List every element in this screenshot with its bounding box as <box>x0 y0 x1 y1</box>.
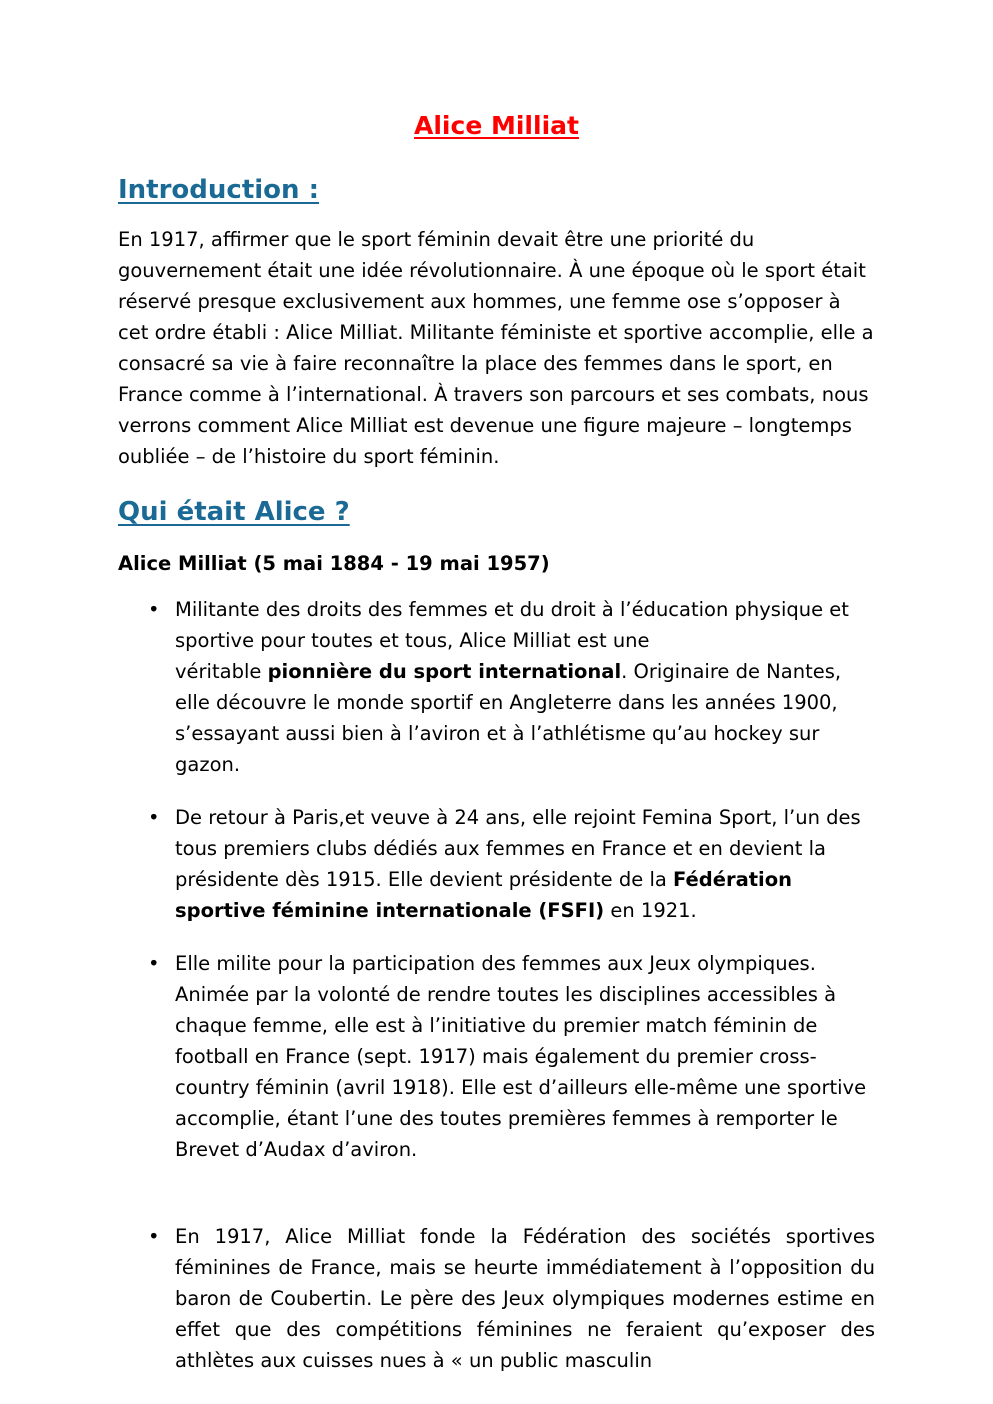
bullet-marker-icon: • <box>148 952 160 976</box>
page-title <box>118 0 875 141</box>
list-item <box>118 1221 875 1376</box>
list-item <box>118 802 875 926</box>
alice-milliat-dates: Alice Milliat (5 mai 1884 - 19 mai 1957) <box>118 552 550 576</box>
bullet-text-bold: pionnière du sport international <box>267 660 622 684</box>
bullet-text-part1: De retour à Paris,et veuve à 24 ans, elle rejoint Femina Sport, l’un des tous premiers clubs dédiés aux femmes en France et en devient la présidente dès 1915. Elle devient présidente de la <box>175 806 861 892</box>
bullet-text-bold: Fédération sportive féminine internationale (FSFI) <box>175 868 793 923</box>
section-heading-introduction <box>118 141 875 206</box>
bullet-marker-icon: • <box>148 1225 160 1249</box>
biography-bullet-list <box>118 578 875 1376</box>
bullet-text-part1: Elle milite pour la participation des femmes aux Jeux olympiques. Animée par la volonté de rendre toutes les disciplines accessibles à chaque femme, elle est à l’initiative du premier match féminin de football en France (sept. 1917) mais également du premier cross-country féminin (avril 1918). Elle est d’ailleurs elle-même une sportive accomplie, étant l’une des toutes premières femmes à remporter le Brevet d’Audax d’aviron. <box>175 952 867 1162</box>
bullet-marker-icon: • <box>148 806 160 830</box>
bullet-text-part1: Militante des droits des femmes et du droit à l’éducation physique et sportive pour toutes et tous, Alice Milliat est une <box>175 598 849 653</box>
bullet-text-part3: . Originaire de Nantes, elle découvre le monde sportif en Angleterre dans les années 1900, s’essayant aussi bien à l’aviron et à l’athlétisme qu’au hockey sur gazon. <box>175 660 842 777</box>
list-item <box>118 594 875 780</box>
bullet-text-part3: en 1921. <box>604 899 697 923</box>
section-heading-qui-etait-alice <box>118 472 875 528</box>
section-heading-qui-etait-alice-text: Qui était Alice ? <box>118 496 350 527</box>
document-content <box>118 0 875 1376</box>
bullet-text-part2: véritable <box>175 660 268 684</box>
section-heading-introduction-text: Introduction : <box>118 174 319 205</box>
introduction-paragraph: En 1917, affirmer que le sport féminin devait être une priorité du gouvernement était une idée révolutionnaire. À une époque où le sport était réservé presque exclusivement aux hommes, une femme ose s’opposer à cet ordre établi : Alice Milliat. Militante féministe et sportive accomplie, elle a consacré sa vie à faire reconnaître la place des femmes dans le sport, en France comme à l’international. À travers son parcours et ses combats, nous verrons comment Alice Milliat est devenue une figure majeure – longtemps oubliée – de l’histoire du sport féminin. <box>118 227 874 468</box>
list-item <box>118 948 875 1165</box>
bullet-marker-icon: • <box>148 598 160 622</box>
page-title-text: Alice Milliat <box>414 111 579 140</box>
bullet-text-part1: En 1917, Alice Milliat fonde la Fédération des sociétés sportives féminines de France, mais se heurte immédiatement à l’opposition du baron de Coubertin. Le père des Jeux olympiques modernes estime en effet que des compétitions féminines ne feraient qu’exposer des athlètes aux cuisses nues à « un public masculin <box>175 1225 875 1373</box>
